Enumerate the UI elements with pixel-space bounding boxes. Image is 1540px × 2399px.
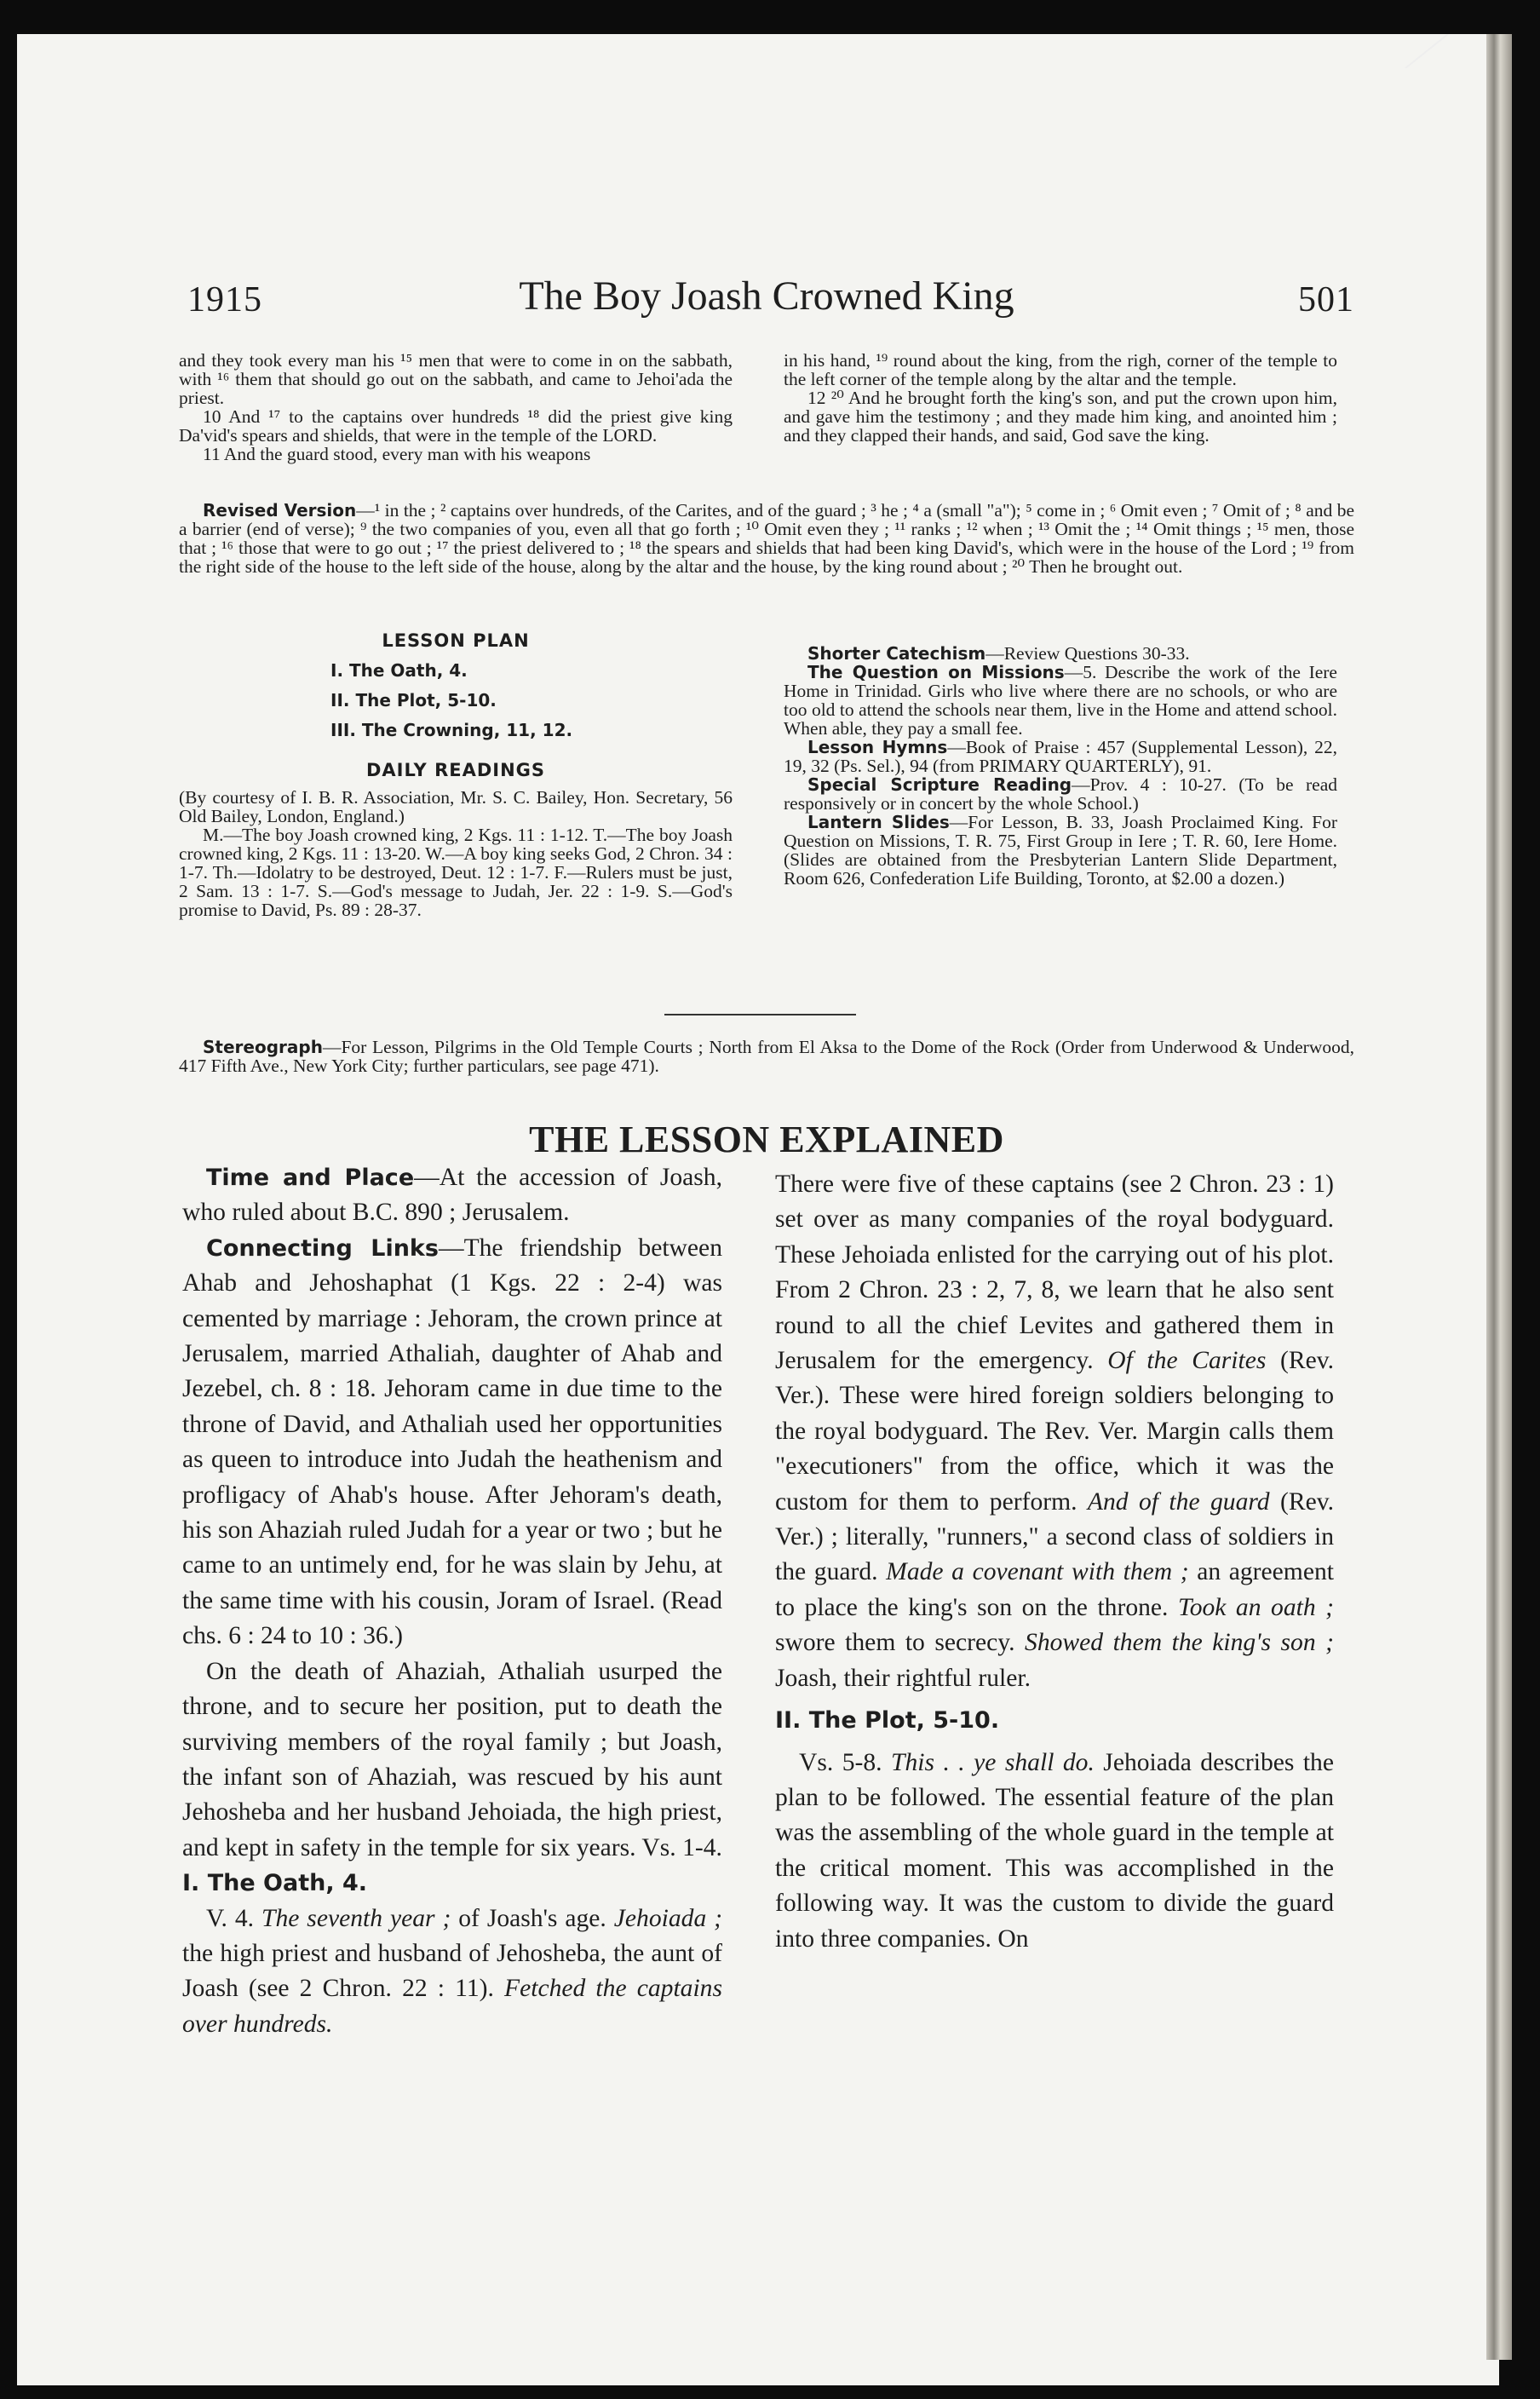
running-header (179, 273, 1354, 332)
time-place-text: —At the accession of Joash, who ruled about B.C. 890 ; Jerusalem. (182, 1164, 722, 1227)
scripture-verse: and they took every man his ¹⁵ men that were to come in on the sabbath, with ¹⁶ them that should go out on the sabbath, and came to Jehoi'ada the priest. (179, 350, 733, 408)
comment-text: an agreement to place the king's son on the throne. (775, 1558, 1334, 1621)
scripture-verse: 10 And ¹⁷ to the captains over hundreds ¹⁸ did the priest give king Da'vid's spears and shields, that were in the temple of the LORD. (179, 406, 733, 446)
page-number: 501 (1298, 280, 1354, 319)
quote-phrase: And of the guard (1087, 1487, 1270, 1516)
book-spine-edge (1486, 34, 1512, 2360)
stereograph-label: Stereograph (203, 1037, 323, 1057)
paragraph-death-of-ahaziah: On the death of Ahaziah, Athaliah usurped the throne, and to secure her position, put to death the surviving members of the royal family ; but Joash, the infant son of Ahaziah, was rescued by his aunt Jehosheba and her husband Jehoiada, the high priest, and kept in safety in the temple for six years. Vs. 1-4. (182, 1657, 722, 1861)
scripture-left (179, 351, 733, 463)
lesson-plan-item: III. The Crowning, 11, 12. (330, 720, 573, 740)
quote-phrase: Showed them the king's son ; (1025, 1629, 1334, 1657)
quote-phrase: Made a covenant with them ; (886, 1558, 1189, 1586)
divider-rule (664, 1014, 856, 1015)
note-text: —For Lesson, B. 33, Joash Proclaimed King. For Question on Missions, T. R. 75, First Group in Iere ; T. R. 60, Iere Home. (Slides are obtained from the Presbyterian Lantern Slide Department, Room 626, Confederation Life Building, Toronto, at $2.00 a dozen.) (784, 812, 1337, 889)
paragraph-verse-4 (182, 1901, 722, 2043)
comment-text: Joash, their rightful ruler. (775, 1664, 1031, 1692)
note-label: Lesson Hymns (807, 737, 948, 757)
stereograph (179, 1038, 1354, 1075)
section-heading-oath: I. The Oath, 4. (182, 1870, 368, 1897)
scripture-verse: 11 And the guard stood, every man with his weapons (203, 444, 591, 464)
revised-version-text: —¹ in the ; ² captains over hundreds, of the Carites, and of the guard ; ³ he ; ⁴ a (small "a"); ⁵ come in ; ⁶ Omit even ; ⁷ Omit of ; ⁸ and be a barrier (end of verse); ⁹ the two companies of you, even all that go forth ; ¹⁰ Omit even they ; ¹¹ ranks ; ¹² when ; ¹³ Omit the ; ¹⁴ Omit things ; ¹⁵ men, those that ; ¹⁶ those that were to go out ; ¹⁷ the priest delivered to ; ¹⁸ the spears and shields that had been king David's, which were in the house of the Lord ; ¹⁹ from the right side of the house to the left side of the house, along by the altar and the house, by the king round about ; ²⁰ Then he brought out. (179, 500, 1355, 577)
note-label: Special Scripture Reading (807, 774, 1072, 795)
explained-right-column (775, 1167, 1334, 1957)
comment-text: of Joash's age. (451, 1904, 614, 1932)
time-place-label: Time and Place (206, 1165, 415, 1191)
section-heading-plot: II. The Plot, 5-10. (775, 1707, 1000, 1735)
lesson-plan-item: I. The Oath, 4. (330, 660, 468, 681)
scripture-verse: 12 ²⁰ And he brought forth the king's son, and put the crown upon him, and gave him the testimony ; and they made him king, and anointed him ; and they clapped their hands, and said, God save the king. (784, 388, 1337, 446)
explained-left-column (182, 1160, 722, 2042)
note-text: —5. Describe the work of the Iere Home in Trinidad. Girls who live where there are no schools, or who are too old to attend the schools near them, live in the Home and attend school. When able, they pay a small fee. (784, 662, 1337, 739)
quote-phrase: Fetched the captains over hundreds. (182, 1975, 722, 2038)
note-label: Shorter Catechism (807, 643, 986, 664)
comment-text: There were five of these captains (see 2 Chron. 23 : 1) set over as many companies of the royal bodyguard. These Jehoiada enlisted for the carrying out of his plot. From 2 Chron. 23 : 2, 7, 8, we learn that he also sent round to all the chief Levites and gathered them in Jerusalem for the emergency. (775, 1171, 1334, 1375)
quote-phrase: The seventh year ; (261, 1904, 451, 1932)
lesson-plan-heading: LESSON PLAN (382, 630, 530, 651)
comment-text: (Rev. Ver.) ; literally, "runners," a second class of soldiers in the guard. (775, 1487, 1334, 1586)
paragraph-verses-5-8 (775, 1746, 1334, 1957)
daily-readings (179, 761, 733, 919)
side-notes (784, 644, 1337, 888)
comment-text: swore them to secrecy. (775, 1629, 1026, 1657)
comment-text: (Rev. Ver.). These were hired foreign soldiers belonging to the royal bodyguard. The Rev. Ver. Margin calls them "executioners" from the office, which it was the custom for them to perform. (775, 1347, 1334, 1516)
quote-phrase: Took an oath ; (1177, 1593, 1334, 1621)
daily-readings-text: M.—The boy Joash crowned king, 2 Kgs. 11 : 1-12. T.—The boy Joash crowned king, 2 Kgs. 11 : 13-20. W.—A boy king seeks God, 2 Chron. 34 : 1-7. Th.—Idolatry to be destroyed, Deut. 12 : 1-7. F.—Rulers must be just, 2 Sam. 13 : 1-7. S.—God's message to Judah, Jer. 22 : 1-9. S.—God's promise to David, Ps. 89 : 28-37. (179, 825, 733, 920)
scripture-right (784, 351, 1337, 445)
comment-text: the high priest and husband of Jehosheba, the aunt of Joash (see 2 Chron. 22 : 11). (182, 1939, 722, 2003)
quote-phrase: Jehoiada ; (613, 1904, 723, 1932)
header-year: 1915 (187, 280, 262, 319)
scripture-verse: in his hand, ¹⁹ round about the king, from the righ, corner of the temple to the left corner of the temple along by the altar and the temple. (784, 350, 1337, 389)
note-label: Lantern Slides (807, 812, 950, 832)
verse-ref: V. 4. (206, 1904, 261, 1932)
verse-ref: Vs. 5-8. (799, 1748, 892, 1776)
header-title: The Boy Joash Crowned King (519, 273, 1014, 319)
quote-phrase: Of the Carites (1107, 1347, 1267, 1375)
daily-readings-heading: DAILY READINGS (365, 760, 546, 780)
paragraph-captains (775, 1167, 1334, 1696)
revised-version (179, 501, 1354, 576)
note-text: —Review Questions 30-33. (985, 643, 1190, 664)
connecting-links-label: Connecting Links (206, 1234, 439, 1262)
lesson-explained-title: THE LESSON EXPLAINED (529, 1119, 1004, 1160)
note-label: The Question on Missions (807, 662, 1065, 682)
connecting-links-text: —The friendship between Ahab and Jehoshaphat (1 Kgs. 22 : 2-4) was cemented by marriage : Jehoram, the crown prince at Jerusalem, married Athaliah, daughter of Ahab and Jezebel, ch. 8 : 18. Jehoram came in due time to the throne of David, and Athaliah used her opportunities as queen to introduce into Judah the heathenism and profligacy of Ahab's house. After Jehoram's death, his son Ahaziah ruled Judah for a year or two ; but he came to an untimely end, for he was slain by Jehu, at the same time with his cousin, Joram of Israel. (Read chs. 6 : 24 to 10 : 36.) (182, 1234, 722, 1650)
note-text: —Book of Praise : 457 (Supplemental Lesson), 22, 19, 32 (Ps. Sel.), 94 (from PRIMARY QUARTERLY), 91. (784, 737, 1337, 776)
quote-phrase: This . . ye shall do. (891, 1748, 1095, 1776)
daily-readings-courtesy: (By courtesy of I. B. R. Association, Mr. S. C. Bailey, Hon. Secretary, 56 Old Bailey, London, England.) (179, 787, 733, 826)
lesson-plan-item: II. The Plot, 5-10. (330, 690, 497, 710)
note-text: —Prov. 4 : 10-27. (To be read responsively or in concert by the whole School.) (784, 774, 1338, 814)
comment-text: Jehoiada describes the plan to be followed. The essential feature of the plan was the assembling of the whole guard in the temple at the critical moment. This was accomplished in the following way. It was the custom to divide the guard into three companies. On (775, 1748, 1334, 1953)
revised-version-label: Revised Version (203, 500, 357, 521)
lesson-plan (179, 630, 733, 745)
page (17, 34, 1499, 2385)
stereograph-text: —For Lesson, Pilgrims in the Old Temple Courts ; North from El Aksa to the Dome of the Rock (Order from Underwood & Underwood, 417 Fifth Ave., New York City; further particulars, see page 471). (179, 1037, 1354, 1076)
